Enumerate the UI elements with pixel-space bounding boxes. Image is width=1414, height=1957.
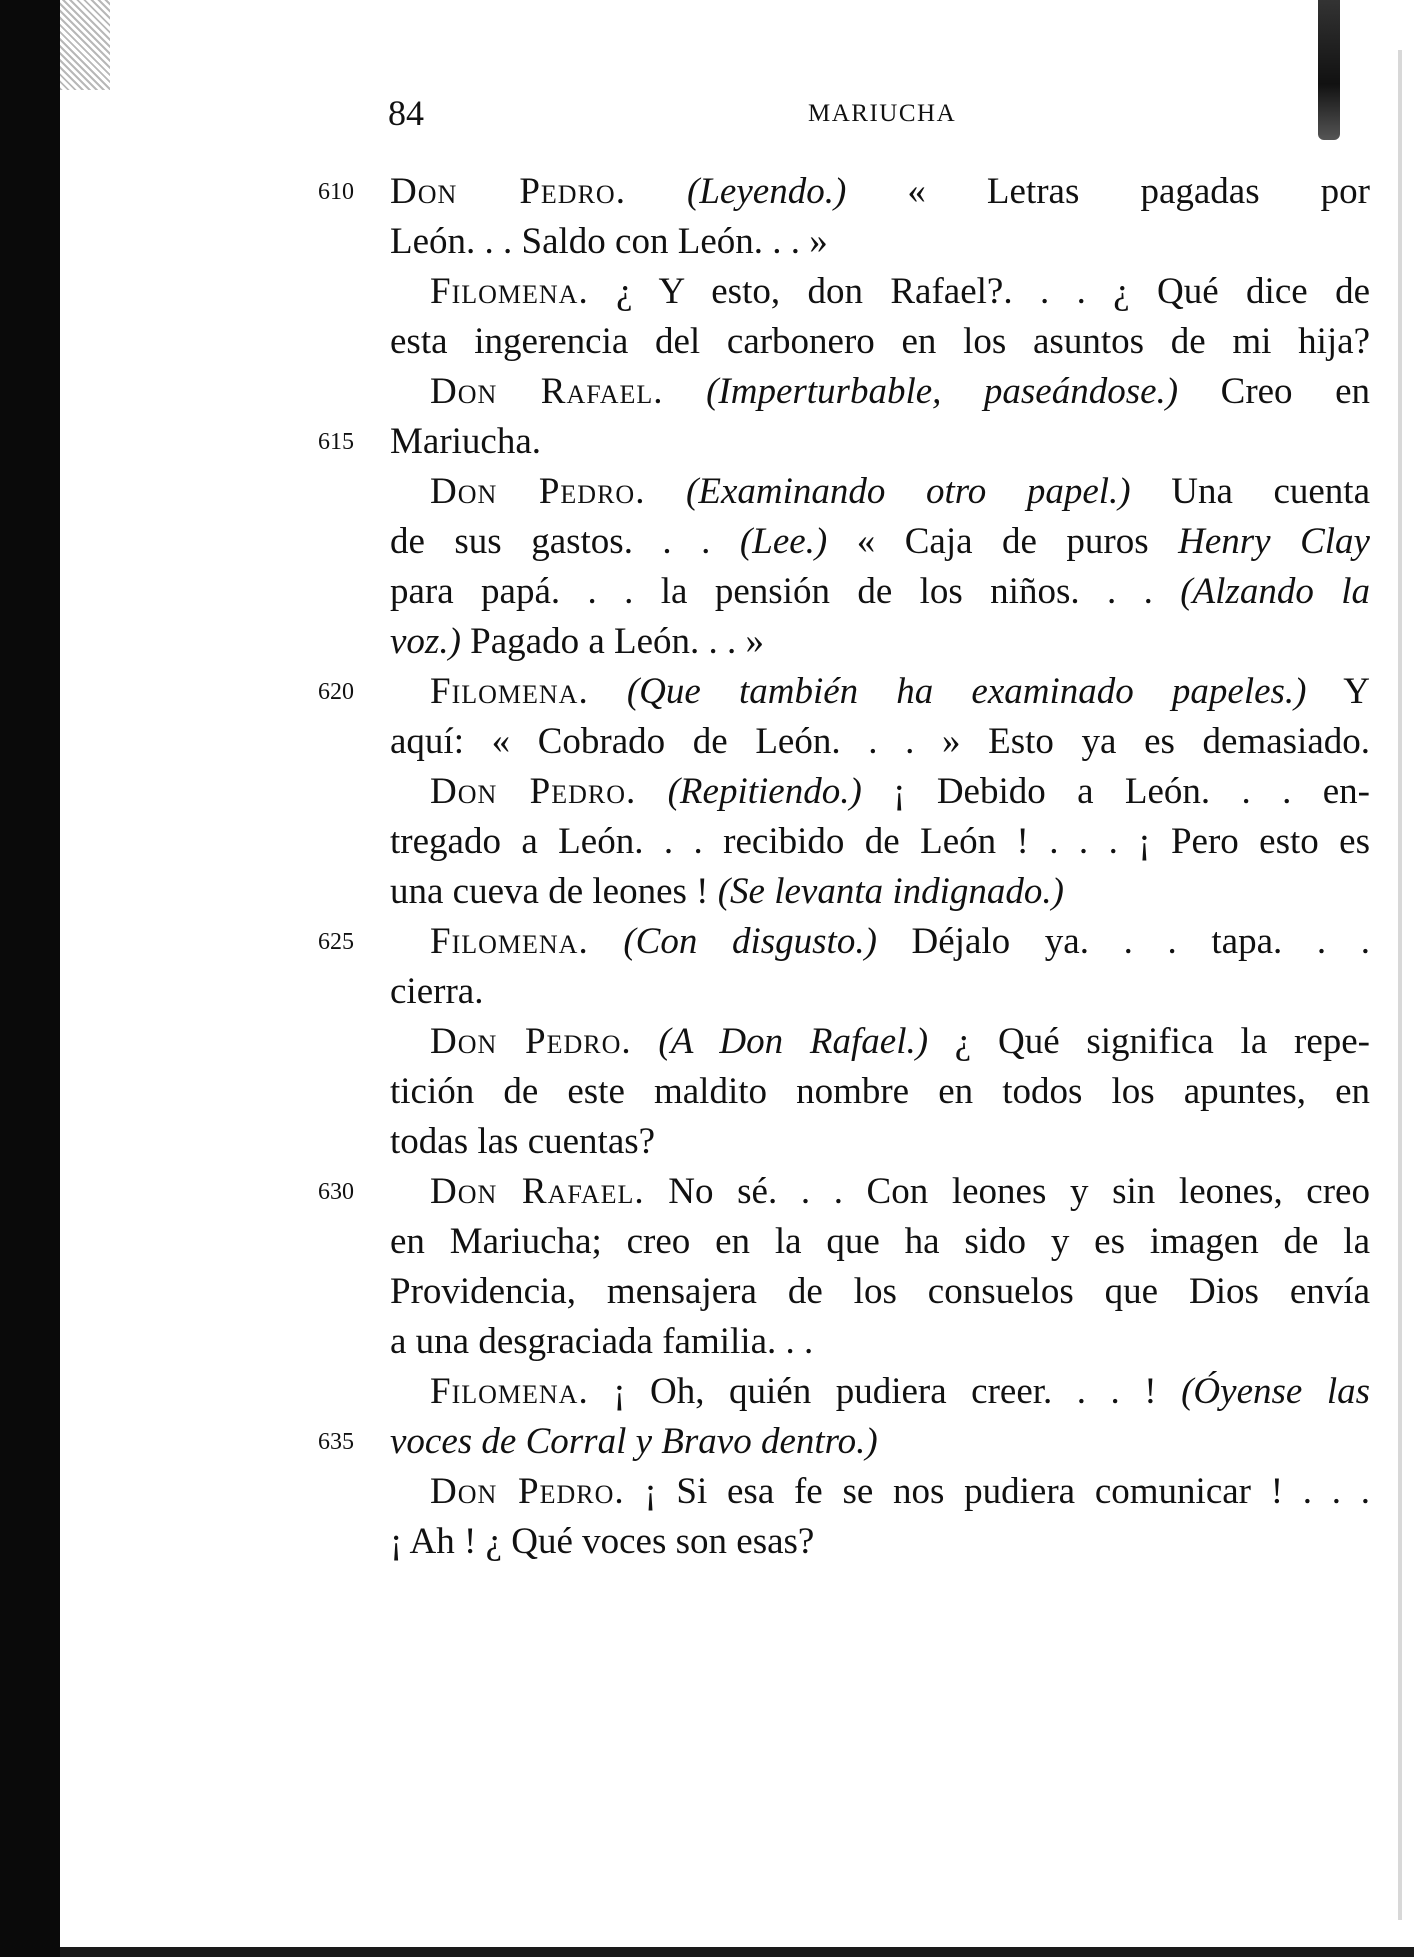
speaker-name: Filomena.	[430, 1371, 589, 1412]
stage-direction: voz.)	[390, 621, 461, 662]
dialogue-text: No sé. . . Con leones y sin leones, creo	[644, 1171, 1370, 1212]
line-number: 630	[318, 1179, 354, 1205]
text-line	[390, 1117, 1370, 1167]
stage-direction: Henry Clay	[1178, 521, 1370, 562]
line-number: 620	[318, 679, 354, 705]
dialogue-text	[626, 171, 687, 212]
dialogue-text: ¿ Y esto, don Rafael?. . . ¿ Qué dice de	[588, 271, 1370, 312]
dialogue-text: tición de este maldito nombre en todos los apuntes, en	[390, 1071, 1370, 1112]
stage-direction: voces de Corral y Bravo dentro.)	[390, 1421, 878, 1462]
dialogue-text: aquí: « Cobrado de León. . . » Esto ya es demasiado.	[390, 721, 1370, 762]
text-line	[390, 1217, 1370, 1267]
text-line	[390, 1467, 1370, 1517]
dialogue-text	[589, 671, 627, 712]
stage-direction: (Lee.)	[739, 521, 828, 562]
text-line	[390, 367, 1370, 417]
stage-direction: (Imperturbable, paseándose.)	[706, 371, 1179, 412]
text-line	[390, 267, 1370, 317]
scan-edge-left	[0, 0, 60, 1957]
dialogue-text: ¡ Si esa fe se nos pudiera comunicar ! . . .	[624, 1471, 1370, 1512]
text-line	[318, 417, 1370, 467]
dialogue-text: Providencia, mensajera de los consuelos que Dios envía	[390, 1271, 1370, 1312]
dialogue-text: ¡ Oh, quién pudiera creer. . . !	[588, 1371, 1182, 1412]
speaker-name: Filomena.	[430, 921, 589, 962]
stage-direction: (Que también ha examinado papeles.)	[626, 671, 1307, 712]
page-header	[388, 92, 1368, 142]
stage-direction: (Con disgusto.)	[623, 921, 877, 962]
speaker-name: Don Rafael.	[430, 1171, 645, 1212]
scan-edge-bottom	[60, 1947, 1414, 1957]
stage-direction: (Repitiendo.)	[667, 771, 862, 812]
text-line	[318, 1167, 1370, 1217]
text-line	[318, 1417, 1370, 1467]
dialogue-text	[664, 371, 707, 412]
text-line	[318, 167, 1370, 217]
stage-direction: (Leyendo.)	[687, 171, 847, 212]
text-line	[390, 317, 1370, 367]
text-body	[318, 167, 1371, 1567]
speaker-name: Don Pedro.	[430, 1471, 625, 1512]
text-line	[318, 917, 1371, 967]
dialogue-text: « Caja de puros	[827, 521, 1179, 562]
text-line	[390, 467, 1370, 517]
text-line	[390, 1267, 1370, 1317]
speaker-name: Filomena.	[430, 271, 589, 312]
stage-direction: (Óyense las	[1181, 1371, 1370, 1412]
dialogue-text: Y	[1306, 671, 1371, 712]
text-line	[390, 517, 1370, 567]
dialogue-text: esta ingerencia del carbonero en los asuntos de mi hija?	[390, 321, 1370, 362]
line-number: 625	[318, 929, 354, 955]
dialogue-text: a una desgraciada familia. . .	[390, 1321, 814, 1362]
dialogue-text: León. . . Saldo con León. . . »	[390, 221, 828, 262]
text-line	[390, 817, 1370, 867]
scan-edge-right	[1398, 50, 1402, 1920]
running-head: MARIUCHA	[808, 100, 957, 127]
text-line	[390, 1517, 1370, 1567]
speaker-name: Don Pedro.	[430, 771, 637, 812]
stage-direction: (Alzando la	[1180, 571, 1370, 612]
text-line	[390, 617, 1370, 667]
line-number: 615	[318, 429, 354, 455]
dialogue-text: para papá. . . la pensión de los niños. . .	[390, 571, 1181, 612]
text-line	[318, 667, 1371, 717]
dialogue-text	[636, 771, 667, 812]
dialogue-text: en Mariucha; creo en la que ha sido y es imagen de la	[390, 1221, 1370, 1262]
dialogue-text: tregado a León. . . recibido de León ! . . . ¡ Pero esto es	[390, 821, 1370, 862]
dialogue-text: Déjalo ya. . . tapa. . .	[876, 921, 1371, 962]
dialogue-text: todas las cuentas?	[390, 1121, 656, 1162]
scan-noise	[60, 0, 110, 90]
dialogue-text	[632, 1021, 659, 1062]
stage-direction: (A Don Rafael.)	[658, 1021, 929, 1062]
speaker-name: Don Rafael.	[430, 371, 664, 412]
text-line	[390, 567, 1370, 617]
dialogue-text: una cueva de leones !	[390, 871, 718, 912]
speaker-name: Filomena.	[430, 671, 589, 712]
text-line	[390, 767, 1370, 817]
page-number: 84	[388, 93, 424, 133]
speaker-name: Don Pedro.	[430, 1021, 632, 1062]
stage-direction: (Se levanta indignado.)	[717, 871, 1064, 912]
dialogue-text: Una cuenta	[1130, 471, 1370, 512]
dialogue-text: de sus gastos. . .	[390, 521, 740, 562]
stage-direction: (Examinando otro papel.)	[686, 471, 1131, 512]
dialogue-text: Mariucha.	[390, 421, 542, 462]
text-line	[390, 967, 1370, 1017]
text-line	[390, 1017, 1370, 1067]
text-line	[390, 867, 1370, 917]
dialogue-text: ¿ Qué significa la repe-	[928, 1021, 1370, 1062]
dialogue-text: cierra.	[390, 971, 484, 1012]
dialogue-text: ¡ Debido a León. . . en-	[861, 771, 1370, 812]
dialogue-text: ¡ Ah ! ¿ Qué voces son esas?	[390, 1521, 815, 1562]
dialogue-text: « Letras pagadas por	[846, 171, 1370, 212]
line-number: 635	[318, 1429, 354, 1455]
line-number: 610	[318, 179, 354, 205]
speaker-name: Don Pedro.	[430, 471, 646, 512]
dialogue-text: Pagado a León. . . »	[460, 621, 765, 662]
text-line	[390, 1317, 1370, 1367]
dialogue-text: Creo en	[1178, 371, 1370, 412]
dialogue-text	[589, 921, 624, 962]
text-line	[390, 1067, 1370, 1117]
speaker-name: Don Pedro.	[390, 171, 626, 212]
text-line	[390, 217, 1370, 267]
text-line	[390, 1367, 1370, 1417]
dialogue-text	[645, 471, 686, 512]
text-line	[390, 717, 1370, 767]
